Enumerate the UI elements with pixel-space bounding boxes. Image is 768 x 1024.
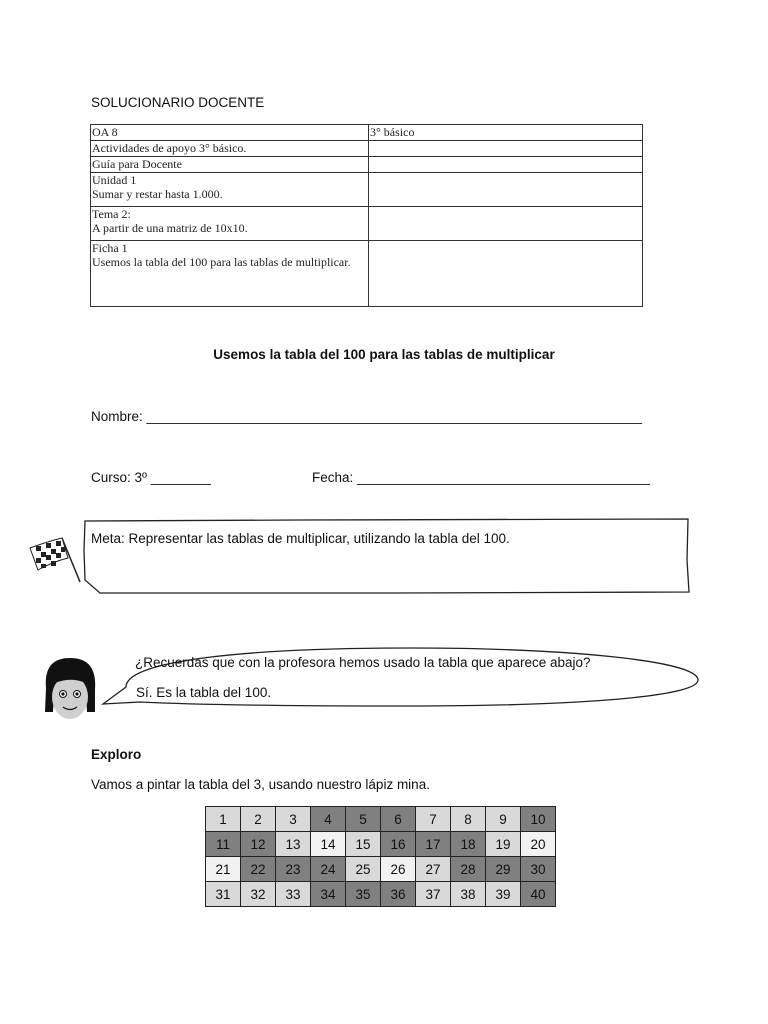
info-cell-left [91,125,369,141]
grid-row [206,832,556,857]
grid-cell: 38 [451,882,486,907]
grid-cell: 36 [381,882,416,907]
info-line: Guía para Docente [92,157,182,171]
info-line: Usemos la tabla del 100 para las tablas de multiplicar. [92,255,351,269]
grid-cell: 7 [416,807,451,832]
grid-cell: 4 [311,807,346,832]
grid-cell: 30 [521,857,556,882]
info-cell-left [91,173,369,207]
info-row [91,173,643,207]
bubble-question: ¿Recuerdas que con la profesora hemos usado la tabla que aparece abajo? [135,655,591,670]
info-table [90,124,643,307]
info-cell-right [369,241,643,307]
fecha-field: Fecha: _______________________________________ [312,470,650,485]
info-line: Actividades de apoyo 3° básico. [92,141,247,155]
grid-cell: 8 [451,807,486,832]
grid-cell: 5 [346,807,381,832]
grid-cell: 10 [521,807,556,832]
info-line: Tema 2: [92,207,131,221]
info-line: A partir de una matriz de 10x10. [92,221,248,235]
grid-cell: 13 [276,832,311,857]
grid-cell: 34 [311,882,346,907]
info-row [91,207,643,241]
document-title: SOLUCIONARIO DOCENTE [91,95,265,110]
info-cell-right: 3° básico [369,125,643,141]
info-cell-right [369,173,643,207]
meta-text: Meta: Representar las tablas de multiplicar, utilizando la tabla del 100. [91,531,510,546]
grid-cell: 21 [206,857,241,882]
info-cell-left [91,141,369,157]
info-line: OA 8 [92,125,118,139]
grid-cell: 6 [381,807,416,832]
grid-cell: 12 [241,832,276,857]
info-row [91,241,643,307]
info-cell-left [91,207,369,241]
grid-cell: 3 [276,807,311,832]
bubble-answer: Sí. Es la tabla del 100. [136,685,272,700]
info-cell-right [369,141,643,157]
info-cell-right [369,207,643,241]
grid-cell: 31 [206,882,241,907]
info-line: Sumar y restar hasta 1.000. [92,187,223,201]
grid-cell: 35 [346,882,381,907]
grid-row [206,857,556,882]
grid-row [206,882,556,907]
grid-cell: 22 [241,857,276,882]
info-row [91,125,643,141]
grid-cell: 20 [521,832,556,857]
girl-avatar-icon [45,658,95,719]
instruction-text: Vamos a pintar la tabla del 3, usando nuestro lápiz mina. [91,777,430,792]
grid-cell: 15 [346,832,381,857]
checkered-flag-icon [30,538,80,582]
worksheet-heading: Usemos la tabla del 100 para las tablas de multiplicar [213,347,555,362]
explore-title: Exploro [91,747,142,762]
hundred-table [205,806,556,907]
info-line: Ficha 1 [92,241,128,255]
grid-cell: 11 [206,832,241,857]
info-row [91,141,643,157]
grid-cell: 17 [416,832,451,857]
nombre-field: Nombre: __________________________________________________________________ [91,409,643,424]
info-cell-right [369,157,643,173]
grid-cell: 16 [381,832,416,857]
grid-cell: 26 [381,857,416,882]
grid-cell: 25 [346,857,381,882]
grid-cell: 1 [206,807,241,832]
grid-row [206,807,556,832]
grid-cell: 29 [486,857,521,882]
grid-cell: 28 [451,857,486,882]
grid-cell: 39 [486,882,521,907]
grid-cell: 23 [276,857,311,882]
info-cell-left [91,241,369,307]
curso-field: Curso: 3º ________ [91,470,211,485]
grid-cell: 18 [451,832,486,857]
info-line: Unidad 1 [92,173,137,187]
grid-cell: 2 [241,807,276,832]
grid-cell: 24 [311,857,346,882]
info-row [91,157,643,173]
grid-cell: 14 [311,832,346,857]
speech-bubble [0,630,768,730]
meta-box [0,510,768,600]
grid-cell: 27 [416,857,451,882]
grid-cell: 40 [521,882,556,907]
grid-cell: 9 [486,807,521,832]
info-cell-left [91,157,369,173]
grid-cell: 32 [241,882,276,907]
grid-cell: 19 [486,832,521,857]
grid-cell: 37 [416,882,451,907]
grid-cell: 33 [276,882,311,907]
